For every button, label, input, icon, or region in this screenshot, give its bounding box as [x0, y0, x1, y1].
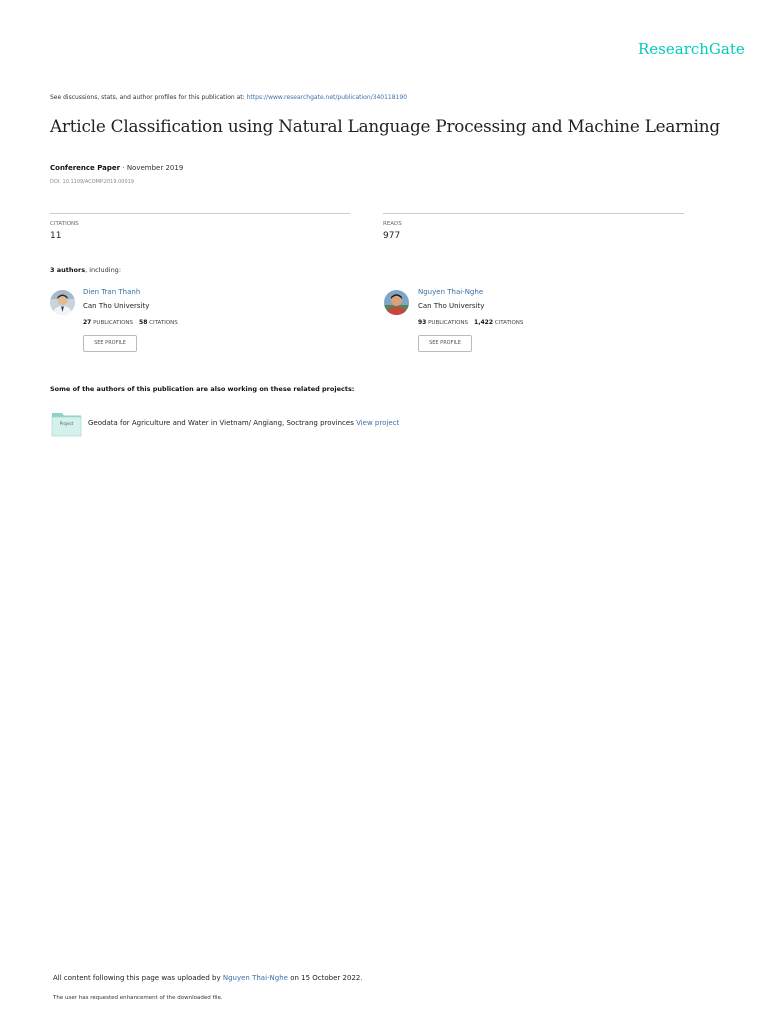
author-stats — [418, 319, 523, 326]
reads-label: READS — [383, 221, 402, 227]
view-project-link[interactable]: View project — [356, 419, 400, 427]
related-projects-heading: Some of the authors of this publication are also working on these related projects: — [50, 385, 355, 393]
author-citations-count: 1,422 — [474, 319, 493, 326]
researchgate-logo[interactable]: ResearchGate — [638, 40, 745, 58]
paper-doi: DOI: 10.1109/ACOMP.2019.00019 — [50, 179, 135, 185]
author-institution: Can Tho University — [83, 302, 150, 310]
author-citations-count: 58 — [139, 319, 148, 326]
uploader-link[interactable]: Nguyen Thai-Nghe — [222, 974, 288, 982]
see-discussions-line — [50, 94, 407, 101]
enhancement-note: The user has requested enhancement of the downloaded file. — [53, 995, 223, 1001]
author-publications-label: PUBLICATIONS — [93, 320, 134, 326]
author-publications-count: 93 — [418, 319, 427, 326]
project-folder-icon[interactable] — [51, 410, 82, 437]
paper-type-line — [50, 164, 183, 172]
reads-value: 977 — [383, 231, 401, 241]
citations-value: 11 — [50, 231, 62, 241]
project-icon-label: Project — [59, 421, 74, 426]
author-citations-label: CITATIONS — [494, 320, 524, 326]
upload-info — [53, 974, 363, 982]
paper-title: Article Classification using Natural Language Processing and Machine Learning — [50, 116, 720, 136]
paper-date: November 2019 — [126, 164, 184, 172]
see-profile-button[interactable]: SEE PROFILE — [83, 335, 137, 352]
paper-type: Conference Paper — [50, 164, 121, 172]
author-name-link[interactable]: Nguyen Thai-Nghe — [418, 288, 484, 296]
citations-divider — [50, 213, 350, 214]
author-avatar[interactable] — [384, 290, 409, 315]
see-profile-button[interactable]: SEE PROFILE — [418, 335, 472, 352]
authors-including: , including: — [85, 266, 122, 274]
date-separator: · — [120, 164, 127, 172]
author-stats — [83, 319, 178, 326]
citations-label: CITATIONS — [50, 221, 79, 227]
author-publications-count: 27 — [83, 319, 92, 326]
reads-divider — [383, 213, 684, 214]
uploaded-suffix: on 15 October 2022. — [290, 974, 363, 982]
authors-heading — [50, 266, 121, 274]
author-avatar[interactable] — [50, 290, 75, 315]
author-publications-label: PUBLICATIONS — [428, 320, 469, 326]
author-institution: Can Tho University — [418, 302, 485, 310]
see-discussions-text: See discussions, stats, and author profiles for this publication at: — [50, 94, 245, 101]
author-citations-label: CITATIONS — [149, 320, 178, 326]
uploaded-prefix: All content following this page was uploaded by — [53, 974, 221, 982]
authors-count: 3 authors — [50, 266, 86, 274]
project-item — [88, 419, 399, 427]
publication-url-link[interactable]: https://www.researchgate.net/publication/340118190 — [246, 94, 408, 101]
author-name-link[interactable]: Dien Tran Thanh — [83, 288, 141, 296]
project-title: Geodata for Agriculture and Water in Vietnam/ Angiang, Soctrang provinces — [88, 419, 354, 427]
